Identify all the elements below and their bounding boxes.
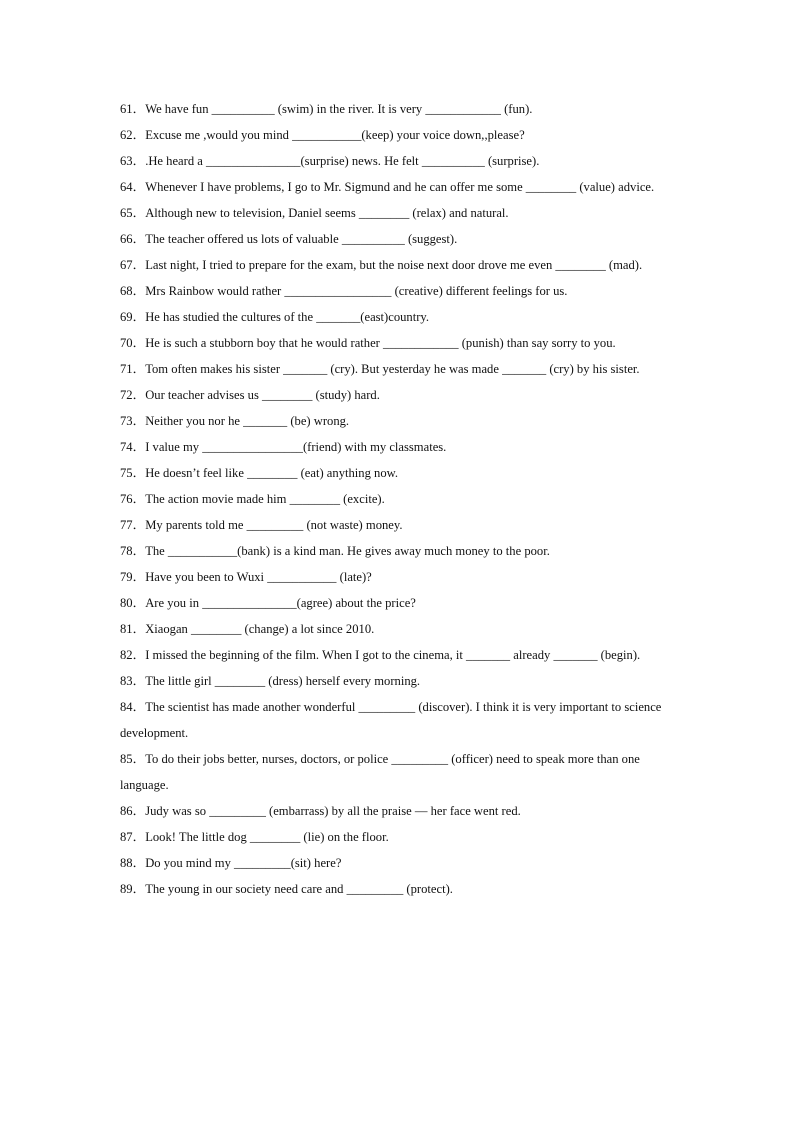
question-item: 76．The action movie made him ________ (excite). xyxy=(120,492,385,506)
question-item: 63．.He heard a _______________(surprise) news. He felt __________ (surprise). xyxy=(120,154,540,168)
question-item: 81．Xiaogan ________ (change) a lot since 2010. xyxy=(120,622,375,636)
question-item: 66．The teacher offered us lots of valuable __________ (suggest). xyxy=(120,232,458,246)
question-item: 78．The ___________(bank) is a kind man. He gives away much money to the poor. xyxy=(120,544,550,558)
question-item: 72．Our teacher advises us ________ (study) hard. xyxy=(120,388,380,402)
question-item: 61．We have fun __________ (swim) in the river. It is very ____________ (fun). xyxy=(120,102,533,116)
question-item: 88．Do you mind my _________(sit) here? xyxy=(120,856,342,870)
question-item: 86．Judy was so _________ (embarrass) by all the praise — her face went red. xyxy=(120,804,521,818)
question-item: 83．The little girl ________ (dress) herself every morning. xyxy=(120,674,421,688)
question-item: 75．He doesn’t feel like ________ (eat) anything now. xyxy=(120,466,399,480)
question-item: 69．He has studied the cultures of the _______(east)country. xyxy=(120,310,430,324)
question-item: 84．The scientist has made another wonderful _________ (discover). I think it is very important to science development. xyxy=(120,700,662,740)
question-item: 67．Last night, I tried to prepare for the exam, but the noise next door drove me even ________ (mad). xyxy=(120,258,643,272)
question-item: 71．Tom often makes his sister _______ (cry). But yesterday he was made _______ (cry) by his sister. xyxy=(120,362,640,376)
question-item: 70．He is such a stubborn boy that he would rather ____________ (punish) than say sorry to you. xyxy=(120,336,616,350)
question-list xyxy=(120,96,680,902)
question-item: 73．Neither you nor he _______ (be) wrong. xyxy=(120,414,350,428)
question-item: 87．Look! The little dog ________ (lie) on the floor. xyxy=(120,830,389,844)
question-item: 65．Although new to television, Daniel seems ________ (relax) and natural. xyxy=(120,206,509,220)
question-item: 89．The young in our society need care and _________ (protect). xyxy=(120,882,453,896)
question-item: 62．Excuse me ,would you mind ___________(keep) your voice down,,please? xyxy=(120,128,525,142)
question-item: 74．I value my ________________(friend) with my classmates. xyxy=(120,440,447,454)
question-item: 85．To do their jobs better, nurses, doctors, or police _________ (officer) need to speak more than one language. xyxy=(120,752,640,792)
question-item: 64．Whenever I have problems, I go to Mr. Sigmund and he can offer me some ________ (value) advice. xyxy=(120,180,655,194)
question-item: 77．My parents told me _________ (not waste) money. xyxy=(120,518,403,532)
question-item: 82．I missed the beginning of the film. When I got to the cinema, it _______ already _______ (begin). xyxy=(120,648,641,662)
question-item: 79．Have you been to Wuxi ___________ (late)? xyxy=(120,570,372,584)
question-item: 80．Are you in _______________(agree) about the price? xyxy=(120,596,416,610)
question-item: 68．Mrs Rainbow would rather _________________ (creative) different feelings for us. xyxy=(120,284,568,298)
